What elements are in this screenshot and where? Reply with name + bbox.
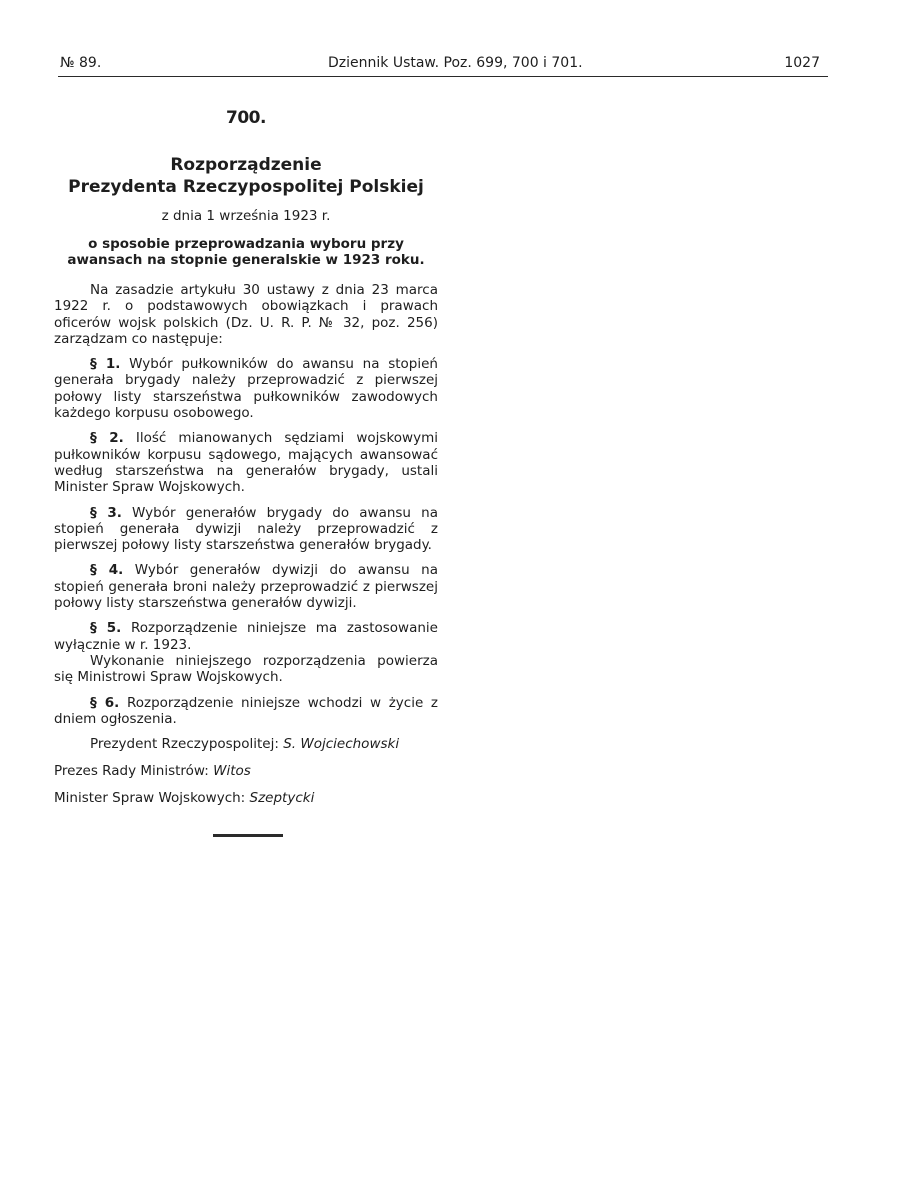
section-text: Wybór generałów brygady do awansu na stopień generała dywizji należy przeprowadzić z pierwszej połowy listy starszeństwa generałów brygady. bbox=[54, 504, 438, 554]
signature-president bbox=[54, 736, 438, 752]
section-text: Rozporządzenie niniejsze wchodzi w życie z dniem ogłoszenia. bbox=[54, 694, 438, 727]
section-6 bbox=[54, 695, 438, 728]
section-text: Rozporządzenie niniejsze ma zastosowanie wyłącznie w r. 1923. bbox=[54, 620, 438, 653]
act-date: z dnia 1 września 1923 r. bbox=[161, 208, 331, 224]
section-5 bbox=[54, 620, 438, 653]
journal-title: Dziennik Ustaw. Poz. 699, 700 i 701. bbox=[328, 55, 583, 71]
act-title-line1: Rozporządzenie bbox=[170, 155, 322, 175]
act-subject: o sposobie przeprowadzania wyboru przy awansach na stopnie generalskie w 1923 roku. bbox=[67, 236, 425, 268]
signature-role: Prezes Rady Ministrów: bbox=[54, 763, 209, 780]
signature-prime-minister bbox=[54, 763, 438, 779]
issue-number: № 89. bbox=[60, 55, 102, 71]
section-label: § 6. bbox=[90, 694, 120, 711]
section-label: § 3. bbox=[90, 504, 122, 521]
section-text: Ilość mianowanych sędziami wojskowymi pułkowników korpusu sądowego, mających awansować według starszeństwa na generałów brygady, ustali Minister Spraw Wojskowych. bbox=[54, 430, 438, 496]
section-5-continuation: Wykonanie niniejszego rozporządzenia powierza się Ministrowi Spraw Wojskowych. bbox=[54, 652, 438, 686]
preamble: Na zasadzie artykułu 30 ustawy z dnia 23 marca 1922 r. o podstawowych obowiązkach i prawach oficerów wojsk polskich (Dz. U. R. P. № 32, poz. 256) zarządzam co następuje: bbox=[54, 282, 438, 347]
act-number: 700. bbox=[226, 108, 266, 128]
section-text: Wybór pułkowników do awansu na stopień generała brygady należy przeprowadzić z pierwszej połowy listy starszeństwa pułkowników zawodowych każdego korpusu osobowego. bbox=[54, 356, 438, 422]
section-1 bbox=[54, 356, 438, 421]
signature-role: Minister Spraw Wojskowych: bbox=[54, 790, 246, 807]
header-rule bbox=[58, 76, 828, 77]
act-title-line2: Prezydenta Rzeczypospolitej Polskiej bbox=[68, 177, 424, 197]
section-label: § 4. bbox=[90, 562, 124, 579]
act-column bbox=[54, 108, 438, 806]
section-3 bbox=[54, 505, 438, 554]
section-text: Wybór generałów dywizji do awansu na stopień generała broni należy przeprowadzić z pierwszej połowy listy starszeństwa generałów dywizji. bbox=[54, 562, 438, 612]
section-4 bbox=[54, 562, 438, 611]
signature-name: Szeptycki bbox=[249, 790, 315, 807]
end-rule bbox=[213, 834, 283, 837]
section-label: § 1. bbox=[90, 356, 121, 373]
signature-military-minister bbox=[54, 790, 438, 806]
signature-name: Witos bbox=[213, 763, 251, 780]
page-number: 1027 bbox=[784, 55, 820, 71]
section-2 bbox=[54, 430, 438, 495]
section-label: § 5. bbox=[90, 620, 122, 637]
section-label: § 2. bbox=[90, 430, 124, 447]
signature-role: Prezydent Rzeczypospolitej: bbox=[90, 736, 279, 753]
page-header bbox=[60, 55, 820, 75]
signature-name: S. Wojciechowski bbox=[283, 736, 400, 753]
